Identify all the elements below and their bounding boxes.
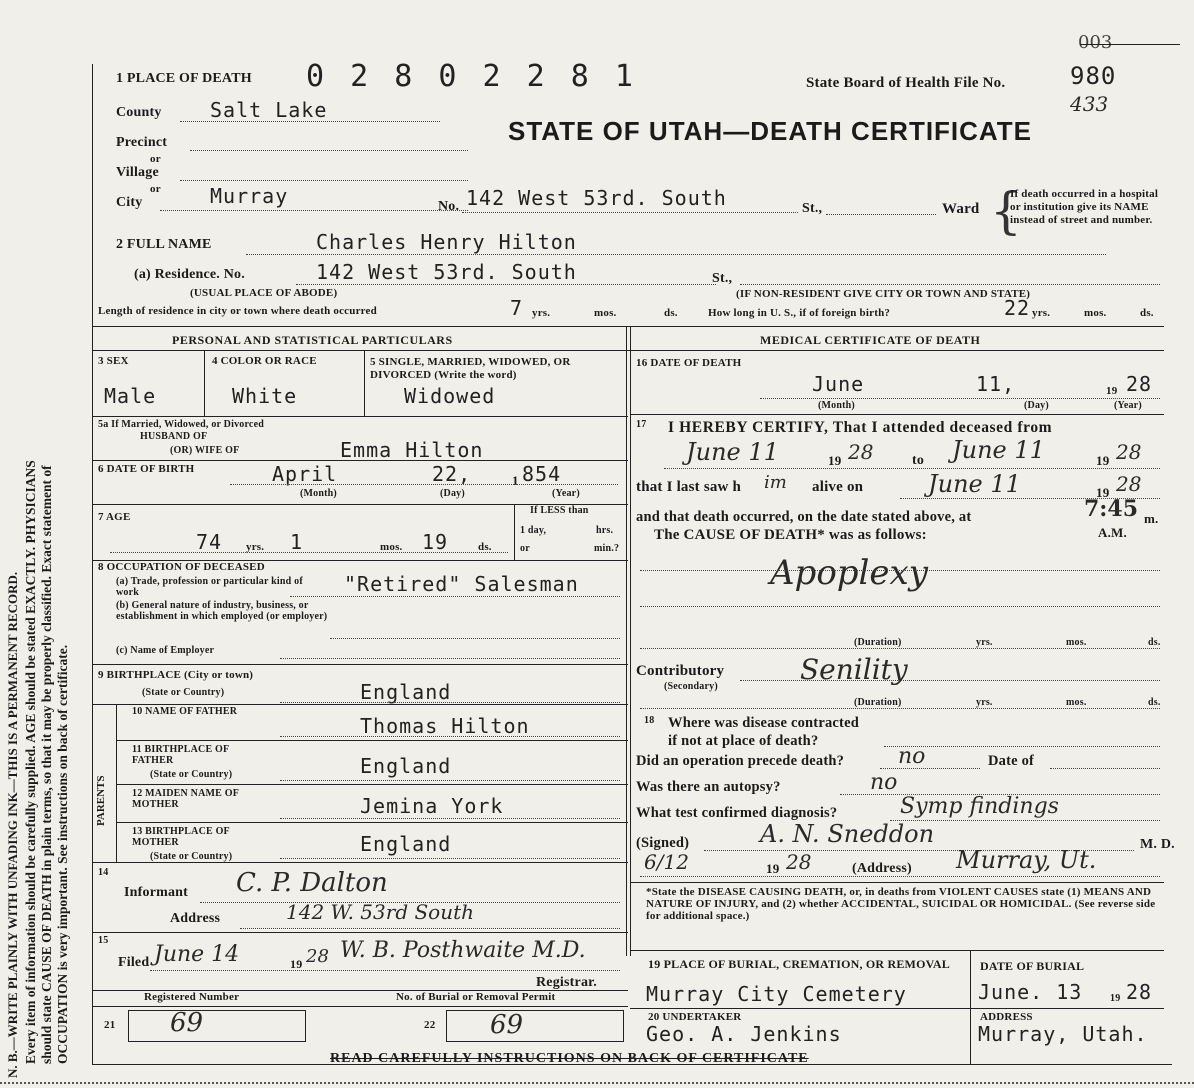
age-mos-label: mos. — [380, 541, 403, 553]
reg-prefix: 21 — [104, 1019, 116, 1031]
attended-to: June 11 — [952, 436, 1045, 464]
how-long-us-label: How long in U. S., if of foreign birth? — [708, 307, 891, 319]
village-label: Village — [116, 165, 159, 180]
parents-label: PARENTS — [95, 775, 107, 826]
filed-number: 15 — [98, 935, 109, 946]
registrar-signature: W. B. Posthwaite M.D. — [340, 938, 586, 963]
spouse-label-3: (OR) WIFE OF — [170, 445, 240, 456]
signed-address: Murray, Ut. — [956, 846, 1097, 874]
filed-line — [150, 970, 620, 971]
mother-birthplace-label: 13 BIRTHPLACE OF MOTHER — [132, 826, 230, 848]
registrar-label: Registrar. — [536, 975, 597, 990]
death-month-cap: (Month) — [818, 400, 855, 411]
death-time: 7:45 — [1084, 496, 1139, 522]
or-2: or — [150, 183, 161, 195]
date-of-line — [1050, 768, 1160, 769]
signed-label: (Signed) — [636, 835, 690, 851]
father-bp-bottom — [116, 784, 628, 785]
burial-date-label: DATE OF BURIAL — [980, 959, 1085, 973]
place-of-death-label: 1 PLACE OF DEATH — [116, 71, 252, 86]
personal-section-title: PERSONAL AND STATISTICAL PARTICULARS — [172, 333, 453, 347]
undertaker-address-label: ADDRESS — [980, 1011, 1033, 1023]
sex-label: 3 SEX — [98, 355, 129, 367]
full-name-label: 2 FULL NAME — [116, 237, 212, 252]
dob-year: 854 — [522, 462, 562, 486]
burial-year-prefix: 19 — [1110, 993, 1121, 1004]
contributory-label: Contributory — [636, 663, 725, 679]
alive-on-label: alive on — [812, 479, 864, 495]
certificate-title: STATE OF UTAH—DEATH CERTIFICATE — [508, 116, 1032, 146]
registered-number-box — [128, 1010, 306, 1042]
margin-line-2: Every item of information should be carefully supplied. AGE should be stated EXACTLY. PHYSICIANS — [23, 460, 38, 1064]
sex-value: Male — [104, 384, 157, 408]
residence-label: (a) Residence. No. — [134, 267, 245, 282]
spouse-label-1: 5a If Married, Widowed, or Divorced — [98, 419, 264, 430]
residence-st-label: St., — [712, 271, 733, 286]
operation-line — [880, 768, 980, 769]
occupation-value: "Retired" Salesman — [344, 572, 579, 596]
from-year: 28 — [848, 440, 874, 464]
full-name-line — [246, 254, 1106, 255]
signed-bottom — [630, 882, 1164, 883]
hrs-label: hrs. — [596, 525, 614, 536]
dob-year-prefix: 1 — [512, 473, 519, 488]
informant-label: Informant — [124, 885, 189, 900]
residence-line-2 — [740, 284, 1160, 285]
duration-line-1 — [640, 648, 1160, 649]
occupation-b-line — [330, 638, 620, 639]
residence-line — [296, 284, 716, 285]
registered-number-value: 69 — [170, 1008, 204, 1038]
contributory-value: Senility — [800, 653, 908, 686]
occupation-b-label: (b) General nature of industry, business, or establishment in which employed (or employer) — [116, 600, 328, 622]
burial-place-value: Murray City Cemetery — [646, 982, 907, 1006]
permit-prefix: 22 — [424, 1019, 436, 1031]
full-name-value: Charles Henry Hilton — [316, 230, 577, 254]
spouse-label-2: HUSBAND OF — [140, 431, 208, 442]
cause-footnote: *State the DISEASE CAUSING DEATH, or, in deaths from VIOLENT CAUSES state (1) MEANS AND NATURE OF INJURY, and (2) whether ACCIDENTAL, SUICIDAL OR HOMICIDAL. (See reverse side for additional space.) — [646, 886, 1156, 922]
test-value: Symp findings — [900, 794, 1059, 819]
certify-number: 17 — [636, 419, 647, 430]
medical-section-title: MEDICAL CERTIFICATE OF DEATH — [760, 333, 981, 347]
grid-top — [92, 326, 1164, 327]
one-day-label: 1 day, — [520, 525, 547, 536]
race-value: White — [232, 384, 298, 408]
operation-label: Did an operation precede death? — [636, 753, 845, 769]
signed-year: 28 — [786, 850, 812, 874]
perforation — [0, 1082, 1194, 1084]
duration-ds-2: ds. — [1148, 697, 1161, 708]
informant-address: 142 W. 53rd South — [286, 900, 475, 924]
ward-note: If death occurred in a hospital or institution give its NAME instead of street and number. — [1010, 188, 1159, 226]
death-year-prefix: 19 — [1106, 385, 1118, 397]
frame-left — [92, 64, 93, 1064]
dob-year-cap: (Year) — [552, 488, 580, 499]
mother-value: Jemina York — [360, 794, 504, 818]
autopsy-value: no — [870, 770, 898, 795]
age-yrs-label: yrs. — [246, 541, 265, 553]
informant-address-label: Address — [170, 911, 221, 926]
signed-date: 6/12 — [644, 850, 689, 874]
mother-birthplace-value: England — [360, 832, 452, 856]
length-yrs-label: yrs. — [532, 307, 551, 319]
row-3-bottom — [92, 416, 628, 417]
age-months: 1 — [290, 530, 304, 554]
occupation-c-label: (c) Name of Employer — [116, 645, 215, 656]
duration-yrs-1: yrs. — [976, 637, 993, 648]
burial-date-value: June. 13 — [978, 980, 1083, 1004]
death-occurred-label: and that death occurred, on the date stated above, at — [636, 509, 972, 525]
mother-label: 12 MAIDEN NAME OF MOTHER — [132, 788, 239, 810]
burial-divider — [970, 950, 971, 1064]
test-label: What test confirmed diagnosis? — [636, 805, 838, 821]
duration-label-2: (Duration) — [854, 697, 902, 708]
marital-value: Widowed — [404, 384, 496, 408]
dob-line — [230, 484, 618, 485]
physician-signature: A. N. Sneddon — [760, 820, 935, 848]
burial-bottom — [630, 1008, 1164, 1009]
file-no-label: State Board of Health File No. — [806, 75, 1006, 91]
informant-bottom — [92, 932, 628, 933]
death-month: June — [812, 372, 865, 396]
occupation-label: 8 OCCUPATION OF DECEASED — [98, 561, 265, 573]
dob-day: 22, — [432, 462, 472, 486]
signed-address-label: (Address) — [852, 861, 912, 876]
county-label: County — [116, 105, 162, 120]
contributory-line — [740, 680, 1160, 681]
marital-label: 5 SINGLE, MARRIED, WIDOWED, OR DIVORCED (Write the word) — [370, 356, 571, 381]
race-label: 4 COLOR OR RACE — [212, 355, 317, 367]
to-year-prefix: 19 — [1096, 453, 1110, 468]
last-saw-label: that I last saw h — [636, 479, 742, 495]
us-years: 22 — [1004, 296, 1031, 320]
father-birthplace-label: 11 BIRTHPLACE OF FATHER — [132, 744, 229, 766]
city-value: Murray — [210, 184, 289, 208]
duration-yrs-2: yrs. — [976, 697, 993, 708]
mother-state-country: (State or Country) — [150, 851, 233, 862]
signed-year-prefix: 19 — [766, 861, 780, 876]
filed-year: 28 — [306, 946, 329, 967]
burial-year-value: 28 — [1126, 980, 1153, 1004]
county-value: Salt Lake — [210, 98, 328, 122]
mother-line — [280, 818, 620, 819]
md-label: M. D. — [1140, 837, 1175, 852]
min-label: min.? — [594, 543, 620, 554]
cause-value: Apoplexy — [770, 553, 928, 593]
spouse-bottom — [92, 460, 628, 461]
street-value: 142 West 53rd. South — [466, 186, 727, 210]
employer-line — [280, 658, 620, 659]
contracted-number: 18 — [644, 715, 655, 726]
duration-ds-1: ds. — [1148, 637, 1161, 648]
mother-birthplace-line — [280, 858, 620, 859]
length-mos-label: mos. — [594, 307, 617, 319]
date-of-label: Date of — [988, 753, 1035, 769]
father-value: Thomas Hilton — [360, 714, 530, 738]
age-years: 74 — [196, 530, 223, 554]
birthplace-bottom — [92, 704, 628, 705]
father-birthplace-line — [280, 780, 620, 781]
date-of-death-label: 16 DATE OF DEATH — [636, 357, 742, 369]
informant-address-line — [240, 928, 620, 929]
or-min-label: or — [520, 543, 530, 554]
margin-line-3: should state CAUSE OF DEATH in plain terms, so that it may be properly classified. Exact statement of — [39, 465, 54, 1064]
dob-day-cap: (Day) — [440, 488, 465, 499]
father-line — [280, 736, 620, 737]
saw-year-prefix: 19 — [1096, 485, 1110, 500]
father-state-country: (State or Country) — [150, 769, 233, 780]
date-death-bottom — [630, 414, 1164, 415]
filed-year-prefix: 19 — [290, 957, 303, 971]
attended-line — [664, 468, 1160, 469]
dob-label: 6 DATE OF BIRTH — [98, 463, 195, 475]
top-stamp: 0 2 8 0 2 2 8 1 — [306, 59, 637, 94]
birthplace-sub: (State or Country) — [142, 687, 225, 698]
margin-line-4: OCCUPATION is very important. See instructions on back of certificate. — [55, 644, 70, 1064]
grid-center-2 — [630, 326, 631, 956]
ward-line — [826, 214, 936, 215]
saw-year: 28 — [1116, 472, 1142, 496]
street-line — [462, 212, 798, 213]
burial-permit-label: No. of Burial or Removal Permit — [396, 991, 556, 1003]
us-yrs-label: yrs. — [1032, 307, 1051, 319]
ward-brace: { — [990, 182, 1022, 240]
city-label: City — [116, 195, 143, 210]
cause-label: The CAUSE OF DEATH* was as follows: — [654, 527, 927, 543]
footnote-bottom — [630, 950, 1164, 951]
undertaker-value: Geo. A. Jenkins — [646, 1022, 842, 1046]
death-year: 28 — [1126, 372, 1153, 396]
duration-mos-2: mos. — [1066, 697, 1087, 708]
spouse-value: Emma Hilton — [340, 438, 484, 462]
signed-address-line — [640, 876, 1160, 877]
village-line — [180, 180, 468, 181]
age-days: 19 — [422, 530, 449, 554]
us-mos-label: mos. — [1084, 307, 1107, 319]
dob-month-cap: (Month) — [300, 488, 337, 499]
county-line — [180, 121, 440, 122]
occupation-a-label: (a) Trade, profession or particular kind of work — [116, 576, 303, 598]
file-no-2: 433 — [1070, 92, 1109, 116]
corner-line — [1080, 44, 1180, 45]
death-date-line — [760, 398, 1160, 399]
precinct-label: Precinct — [116, 135, 168, 150]
mother-bottom — [116, 822, 628, 823]
death-year-cap: (Year) — [1114, 400, 1142, 411]
certify-text: I HEREBY CERTIFY, That I attended deceased from — [668, 419, 1053, 436]
cause-line-1 — [640, 570, 1160, 571]
ward-label: Ward — [942, 201, 980, 217]
age-divider — [514, 504, 515, 560]
autopsy-label: Was there an autopsy? — [636, 779, 781, 795]
duration-mos-1: mos. — [1066, 637, 1087, 648]
us-ds-label: ds. — [1140, 307, 1154, 319]
length-years: 7 — [510, 296, 524, 320]
race-divider — [364, 350, 365, 416]
last-saw-pronoun: im — [764, 472, 787, 493]
filed-date: June 14 — [154, 942, 240, 967]
contracted-label-2: if not at place of death? — [668, 733, 819, 749]
to-year: 28 — [1116, 440, 1142, 464]
attended-from: June 11 — [686, 438, 779, 466]
residence-value: 142 West 53rd. South — [316, 260, 577, 284]
occupation-line — [290, 596, 620, 597]
father-birthplace-value: England — [360, 754, 452, 778]
non-resident-label: (IF NON-RESIDENT GIVE CITY OR TOWN AND STATE) — [736, 288, 1031, 300]
to-label: to — [912, 453, 925, 468]
length-ds-label: ds. — [664, 307, 678, 319]
informant-signature: C. P. Dalton — [236, 868, 388, 898]
usual-abode-label: (USUAL PLACE OF ABODE) — [190, 287, 338, 299]
father-label: 10 NAME OF FATHER — [132, 706, 238, 717]
undertaker-address-value: Murray, Utah. — [978, 1022, 1148, 1046]
operation-value: no — [898, 744, 926, 769]
if-less-label: If LESS than — [530, 505, 589, 516]
age-ds-label: ds. — [478, 541, 492, 553]
death-day: 11, — [976, 372, 1016, 396]
burial-place-label: 19 PLACE OF BURIAL, CREMATION, OR REMOVAL — [648, 957, 950, 971]
section-title-bottom — [92, 350, 1164, 351]
birthplace-value: England — [360, 680, 452, 704]
death-am-label: A.M. — [1098, 525, 1127, 540]
file-no: 980 — [1070, 62, 1117, 90]
no-label: No. — [438, 199, 460, 214]
undertaker-label: 20 UNDERTAKER — [648, 1011, 742, 1023]
parents-bottom — [92, 862, 628, 863]
informant-number: 14 — [98, 867, 109, 878]
burial-permit-box — [446, 1010, 624, 1042]
corner-number: 003 — [1078, 32, 1113, 53]
registered-number-label: Registered Number — [144, 991, 240, 1003]
parents-divider — [116, 704, 117, 862]
death-day-cap: (Day) — [1024, 400, 1049, 411]
occupation-bottom — [92, 664, 628, 665]
age-line — [110, 552, 508, 553]
father-bottom — [116, 740, 628, 741]
footer-instructions: READ CAREFULLY INSTRUCTIONS ON BACK OF CERTIFICATE — [330, 1051, 809, 1066]
age-label: 7 AGE — [98, 511, 131, 523]
or-1: or — [150, 153, 161, 165]
burial-permit-value: 69 — [490, 1010, 524, 1040]
contracted-label-1: Where was disease contracted — [668, 715, 859, 731]
city-line — [160, 210, 468, 211]
death-m-label: m. — [1144, 511, 1159, 526]
cause-line-2 — [640, 606, 1160, 607]
sex-divider — [204, 350, 205, 416]
last-saw-date: June 11 — [928, 470, 1021, 498]
dob-month: April — [272, 462, 338, 486]
reg-header-bottom — [92, 1006, 628, 1007]
length-residence-label: Length of residence in city or town where death occurred — [98, 305, 377, 317]
st-label: St., — [802, 201, 823, 216]
birthplace-line — [280, 702, 620, 703]
duration-label-1: (Duration) — [854, 637, 902, 648]
duration-line-2 — [640, 708, 1160, 709]
birthplace-label: 9 BIRTHPLACE (City or town) — [98, 669, 254, 681]
precinct-line — [190, 150, 468, 151]
filed-label: Filed — [118, 955, 150, 970]
margin-line-1: N. B.—WRITE PLAINLY WITH UNFADING INK—THIS IS A PERMANENT RECORD. — [5, 571, 20, 1078]
from-year-prefix: 19 — [828, 453, 842, 468]
secondary-label: (Secondary) — [664, 681, 718, 692]
